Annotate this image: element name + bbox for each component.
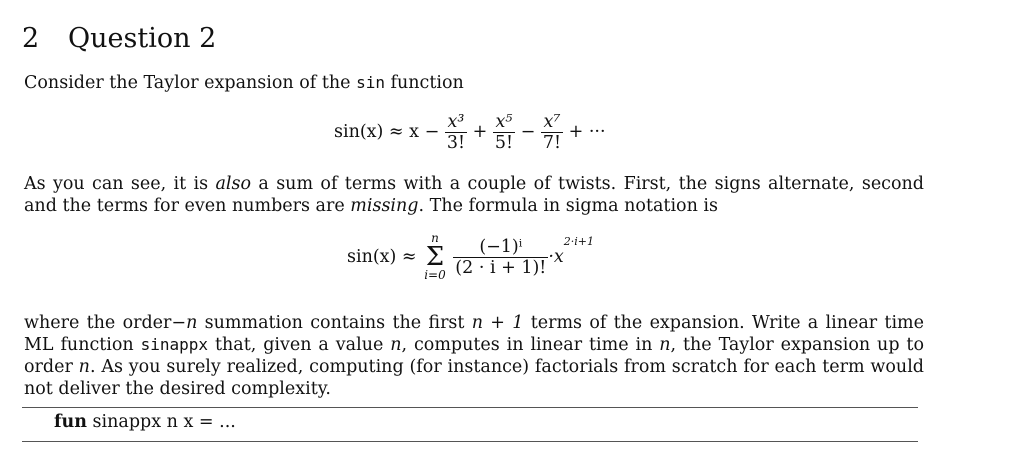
- code-line: [54, 412, 236, 432]
- eq2-fraction: [453, 237, 548, 278]
- eq1-term2-den: 5!: [494, 133, 514, 153]
- eq1-term2-num: x⁵: [495, 112, 513, 132]
- eq1-lhs: sin(x) ≈ x −: [334, 122, 440, 142]
- eq1-tail: + ···: [568, 122, 606, 142]
- eq1-op2: −: [520, 122, 536, 142]
- sigma-equation: [347, 232, 594, 282]
- para2-part1: As you can see, it is: [24, 174, 216, 194]
- eq2-sum-upper: n: [431, 231, 439, 245]
- para2-missing: missing: [350, 196, 419, 216]
- intro-text-after: function: [384, 73, 464, 93]
- para3-part1: where the order−: [24, 313, 187, 333]
- sigma-icon: Σ: [425, 242, 445, 272]
- para3-part2: summation contains the first: [197, 313, 472, 333]
- eq1-term1-den: 3!: [446, 133, 466, 153]
- code-top-rule: [22, 407, 918, 408]
- eq2-exponent: 2·i+1: [563, 234, 594, 248]
- para2-part3: . The formula in sigma notation is: [418, 196, 718, 216]
- para3-n2: n + 1: [471, 313, 524, 333]
- para3-n5: n: [78, 357, 90, 377]
- para3-n3: n: [390, 335, 402, 355]
- code-rest: sinappx n x = ...: [86, 412, 236, 432]
- eq1-term1: [445, 112, 467, 153]
- intro-code: sin: [356, 73, 385, 92]
- eq1-term3: [541, 112, 563, 153]
- para3-part7: . As you surely realized, computing (for instance) factorials from scratch for each term would not deliver the desired complexity.: [24, 357, 924, 399]
- eq2-num: (−1)ⁱ: [479, 236, 523, 257]
- eq1-term2: [493, 112, 515, 153]
- eq2-lhs: sin(x) ≈: [347, 247, 417, 267]
- section-heading: [22, 22, 216, 56]
- eq2-mid: ·x: [548, 247, 564, 267]
- task-paragraph: [24, 312, 924, 400]
- intro-text-before: Consider the Taylor expansion of the: [24, 73, 357, 93]
- eq1-term1-num: x³: [447, 112, 465, 132]
- para3-n4: n: [659, 335, 671, 355]
- para3-code: sinappx: [140, 335, 209, 354]
- para2-also: also: [215, 174, 252, 194]
- eq2-sum: [422, 232, 448, 282]
- para3-part3: terms of the expansion. Write a linear time ML function: [24, 313, 924, 355]
- twists-paragraph: [24, 173, 924, 217]
- code-keyword: fun: [54, 412, 87, 432]
- intro-paragraph: [24, 72, 924, 94]
- section-number: 2: [22, 23, 40, 54]
- eq2-den: (2 · i + 1)!: [455, 257, 547, 278]
- para3-part4: that, given a value: [208, 335, 391, 355]
- eq2-sum-lower: i=0: [424, 268, 446, 282]
- eq1-op1: +: [472, 122, 488, 142]
- para3-part5: , computes in linear time in: [401, 335, 660, 355]
- taylor-equation: [334, 112, 606, 153]
- para2-part2: a sum of terms with a couple of twists. First, the signs alternate, second and the terms for even numbers are: [24, 174, 924, 216]
- para3-part6: , the Taylor expansion up to order: [24, 335, 924, 377]
- eq1-term3-den: 7!: [542, 133, 562, 153]
- section-title: Question 2: [68, 23, 217, 54]
- code-bottom-rule: [22, 441, 918, 442]
- para3-n1: n: [186, 313, 198, 333]
- eq1-term3-num: x⁷: [543, 112, 561, 132]
